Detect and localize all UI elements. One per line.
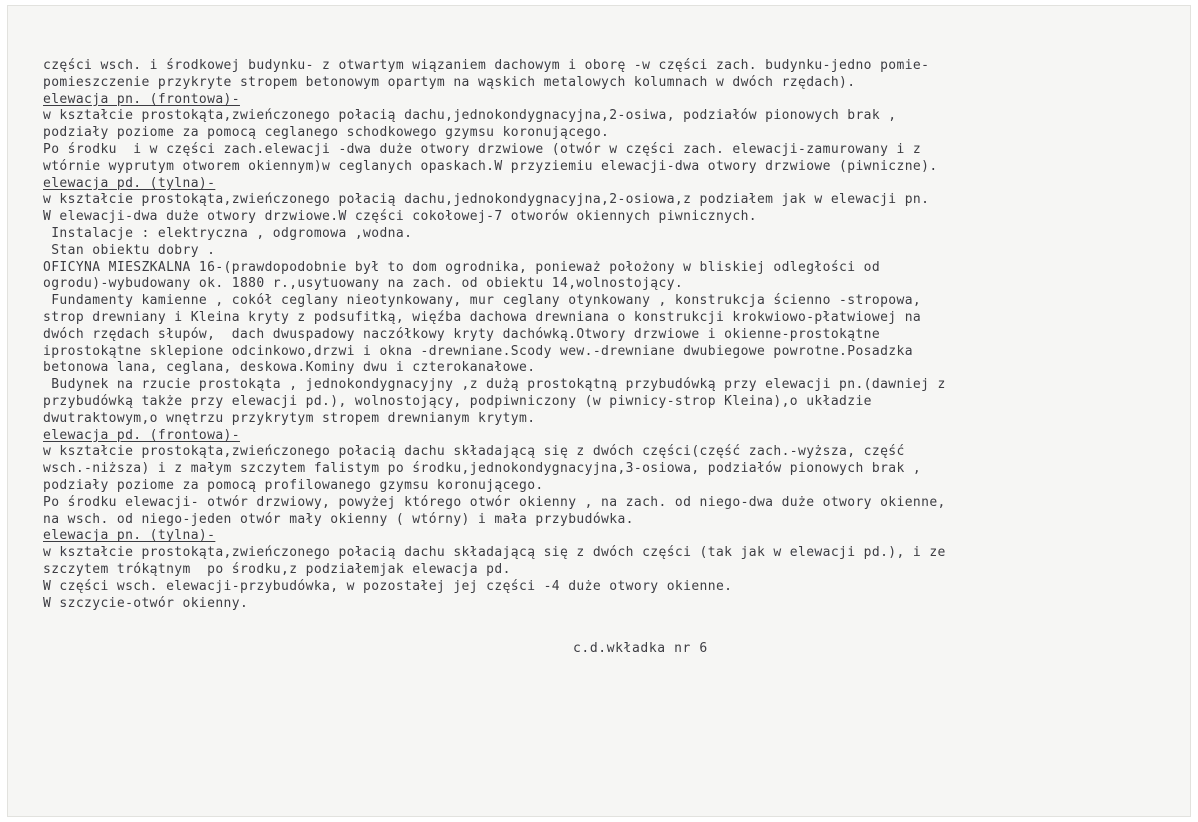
text-line: wtórnie wyprutym otworem okiennym)w ceglanych opaskach.W przyziemiu elewacji-dwa otwory drzwiowe (piwniczne).	[43, 158, 938, 174]
text-line: części wsch. i środkowej budynku- z otwartym wiązaniem dachowym i oborę -w części zach. budynku-jedno pomie-	[43, 58, 930, 73]
text-line: w kształcie prostokąta,zwieńczonego połacią dachu składającą się z dwóch części(część zach.-wyższa, część	[43, 444, 905, 460]
section-heading: elewacja pd. (tylna)-	[43, 175, 216, 191]
text-line: Stan obiektu dobry .	[43, 242, 216, 258]
text-line: Po środku elewacji- otwór drzwiowy, powyżej którego otwór okienny , na zach. od niego-dwa duże otwory okienne,	[43, 494, 946, 510]
text-line: szczytem trókątnym po środku,z podziałemjak elewacja pd.	[43, 561, 511, 577]
text-line: dwutraktowym,o wnętrzu przykrytym stropem drewnianym krytym.	[43, 410, 536, 426]
text-line: ogrodu)-wybudowany ok. 1880 r.,usytuowany na zach. od obiektu 14,wolnostojący.	[43, 276, 684, 292]
text-line: w kształcie prostokąta,zwieńczonego połacią dachu,jednokondygnacyjna,2-osiwa, podziałów pionowych brak ,	[43, 108, 897, 124]
section-heading: elewacja pn. (tylna)-	[43, 528, 216, 544]
text-line: na wsch. od niego-jeden otwór mały okienny ( wtórny) i mała przybudówka.	[43, 511, 634, 527]
text-line: betonowa lana, ceglana, deskowa.Kominy dwu i czterokanałowe.	[43, 360, 536, 376]
text-line: W elewacji-dwa duże otwory drzwiowe.W części cokołowej-7 otworów okiennych piwnicznych.	[43, 209, 757, 225]
text-line: w kształcie prostokąta,zwieńczonego połacią dachu,jednokondygnacyjna,2-osiowa,z podziałem jak w elewacji pn.	[43, 192, 930, 208]
continuation-note: c.d.wkładka nr 6	[573, 641, 708, 656]
section-heading: elewacja pd. (frontowa)-	[43, 427, 240, 443]
text-line: Instalacje : elektryczna , odgromowa ,wodna.	[43, 225, 413, 241]
text-line: pomieszczenie przykryte stropem betonowym opartym na wąskich metalowych kolumnach w dwóch rzędach).	[43, 74, 856, 90]
text-line: iprostokątne sklepione odcinkowo,drzwi i okna -drewniane.Scody wew.-drewniane dwubiegowe powrotne.Posadzka	[43, 343, 913, 359]
text-line: Fundamenty kamienne , cokół ceglany nieotynkowany, mur ceglany otynkowany , konstrukcja ścienno -stropowa,	[43, 293, 922, 309]
text-line: podziały poziome za pomocą profilowanego gzymsu koronującego.	[43, 477, 544, 493]
section-heading: elewacja pn. (frontowa)-	[43, 91, 240, 107]
document-page	[7, 5, 1191, 817]
text-line: wsch.-niższa) i z małym szczytem falistym po środku,jednokondygnacyjna,3-osiowa, podziałów pionowych brak ,	[43, 461, 922, 477]
text-line: w kształcie prostokąta,zwieńczonego połacią dachu składającą się z dwóch części (tak jak w elewacji pd.), i ze	[43, 545, 946, 561]
text-line: podziały poziome za pomocą ceglanego schodkowego gzymsu koronującego.	[43, 125, 610, 141]
document-text	[43, 58, 1183, 612]
text-line: W części wsch. elewacji-przybudówka, w pozostałej jej części -4 duże otwory okienne.	[43, 578, 733, 594]
text-line: OFICYNA MIESZKALNA 16-(prawdopodobnie był to dom ogrodnika, ponieważ położony w bliskiej odległości od	[43, 259, 881, 275]
text-line: przybudówką także przy elewacji pd.), wolnostojący, podpiwniczony (w piwnicy-strop Kleina),o układzie	[43, 393, 872, 409]
text-line: W szczycie-otwór okienny.	[43, 595, 249, 611]
text-line: strop drewniany i Kleina kryty z podsufitką, więźba dachowa drewniana o konstrukcji krokwiowo-płatwiowej na	[43, 309, 922, 325]
text-line: Po środku i w części zach.elewacji -dwa duże otwory drzwiowe (otwór w części zach. elewacji-zamurowany i z	[43, 141, 922, 157]
text-line: dwóch rzędach słupów, dach dwuspadowy naczółkowy kryty dachówką.Otwory drzwiowe i okienne-prostokątne	[43, 326, 881, 342]
text-line: Budynek na rzucie prostokąta , jednokondygnacyjny ,z dużą prostokątną przybudówką przy elewacji pn.(dawniej z	[43, 377, 946, 393]
